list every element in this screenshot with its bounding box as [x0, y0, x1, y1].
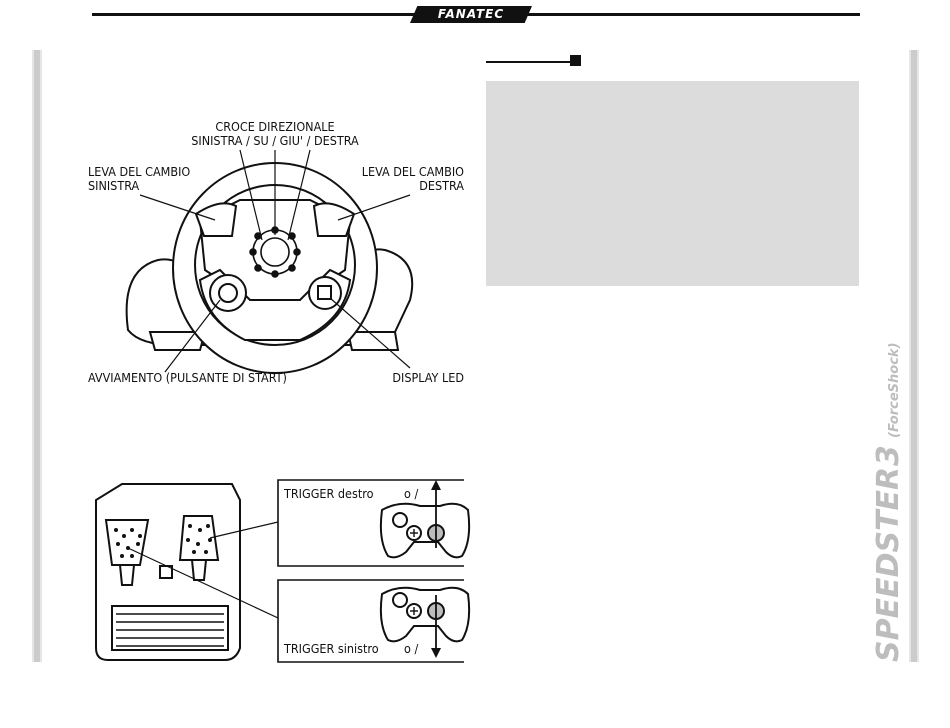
- left-trigger-suffix: o /: [404, 641, 419, 656]
- right-shifter-label-line1: LEVA DEL CAMBIO: [361, 164, 464, 179]
- right-shifter-label-line2: DESTRA: [419, 178, 464, 193]
- dpad-label-line2: SINISTRA / SU / GIU' / DESTRA: [191, 133, 359, 148]
- led-display-label: DISPLAY LED: [392, 370, 464, 385]
- product-number: 3: [871, 445, 906, 466]
- left-shifter-label-line2: SINISTRA: [88, 178, 140, 193]
- brand-name: FANATEC: [437, 7, 505, 21]
- right-trigger-label: TRIGGER destro: [284, 486, 374, 501]
- right-trigger-suffix: o /: [404, 486, 419, 501]
- left-shifter-label-line1: LEVA DEL CAMBIO: [88, 164, 191, 179]
- left-trigger-label: TRIGGER sinistro: [284, 641, 379, 656]
- start-button-label: AVVIAMENTO (PULSANTE DI START): [88, 370, 287, 385]
- product-name: SPEEDSTER: [871, 466, 906, 662]
- speedster-vertical-logo: [860, 250, 920, 670]
- product-feature: (ForceShock): [887, 342, 902, 438]
- dpad-label-line1: CROCE DIREZIONALE: [215, 119, 335, 134]
